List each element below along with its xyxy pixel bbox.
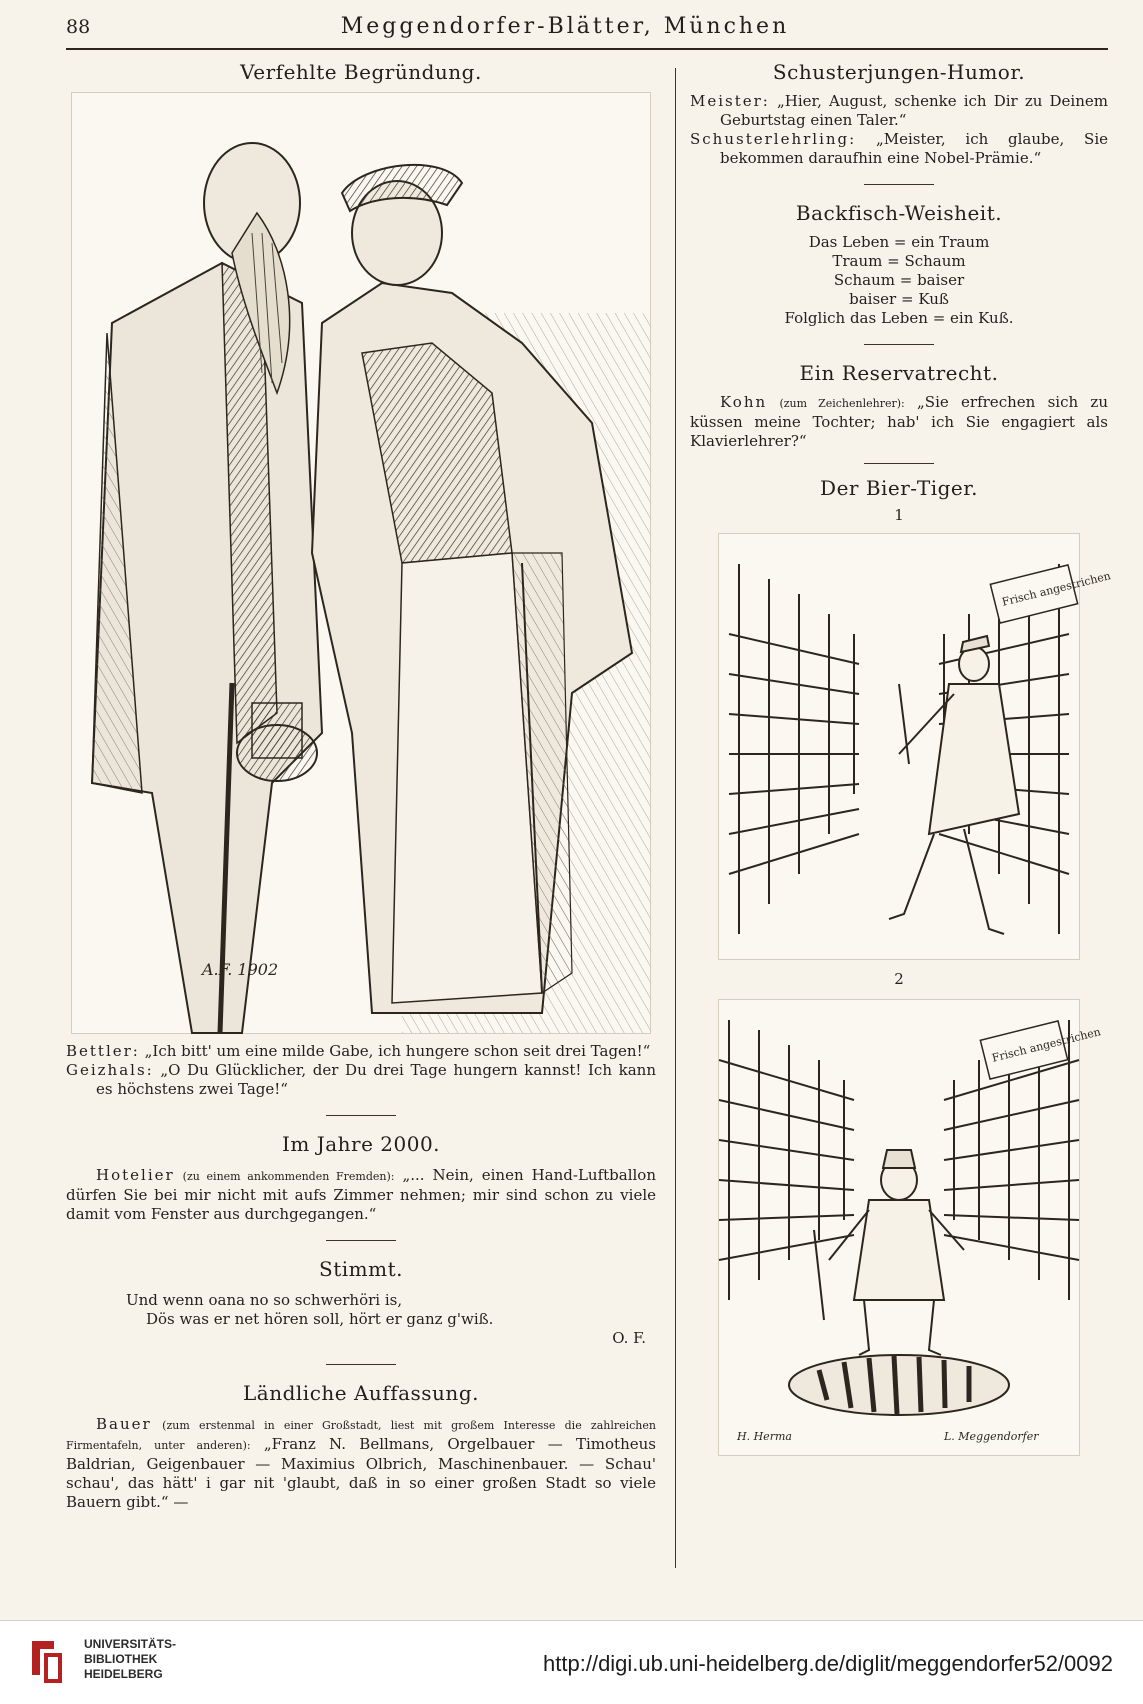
university-library-logo: [24, 1635, 70, 1689]
hotelier-paragraph: [66, 1166, 656, 1224]
section-divider: [326, 1115, 396, 1116]
equation-line: Das Leben = ein Traum: [808, 233, 990, 251]
cartoon-panel-1: [718, 533, 1113, 960]
wet-paint-sign-2: Frisch angestrichen: [990, 1025, 1103, 1065]
section-divider: [864, 463, 934, 464]
dialogue-line-beggar: [66, 1042, 656, 1061]
striped-tiger-rug: [789, 1355, 1009, 1415]
section-divider: [326, 1364, 396, 1365]
poem-line-2: Dös was er net hören soll, hört er ganz g'wiß.: [146, 1310, 494, 1328]
running-title: Meggendorfer-Blätter, München: [340, 14, 790, 39]
header-rule: [66, 48, 1108, 50]
illustration-signature: A.F. 1902: [202, 960, 279, 979]
column-divider: [675, 68, 676, 1568]
kohn-note: (zum Zeichenlehrer):: [779, 397, 905, 410]
farmer-note: (zum erstenmal in einer Großstadt, liest mit großem Interesse die zahlreichen Firmentafeln, unter anderen):: [66, 1419, 656, 1452]
cartoon-panel-2: [718, 999, 1103, 1456]
master-quote: „Hier, August, schenke ich Dir zu Deinem Geburtstag einen Taler.“: [720, 92, 1108, 129]
speaker-kohn: Kohn: [720, 393, 768, 411]
section-title-bier-tiger: Der Bier-Tiger.: [820, 476, 978, 500]
hotelier-note: (zu einem ankommenden Fremden):: [182, 1170, 395, 1183]
section-title-jahre-2000: Im Jahre 2000.: [281, 1132, 441, 1156]
panel-number-1: 1: [894, 506, 904, 524]
page-header: [0, 0, 1143, 48]
library-name-line: BIBLIOTHEK: [84, 1652, 158, 1666]
equation-line: baiser = Kuß: [849, 290, 949, 308]
dialogue-line-apprentice: [690, 130, 1108, 168]
section-divider: [326, 1240, 396, 1241]
library-name: [84, 1637, 176, 1682]
poem-author: O. F.: [612, 1329, 646, 1347]
farmer-quote: „Franz N. Bellmans, Orgelbauer — Timotheus Baldrian, Geigenbauer — Maximius Olbrich, Maschinenbauer. — Schau' schau', das hätt' i gar nit 'glaubt, daß in so einer großen Stadt so viele Bauern gibt.“ —: [66, 1435, 656, 1511]
kohn-quote: „Sie erfrechen sich zu küssen meine Tochter; hab' ich Sie engagiert als Klavierlehrer?“: [690, 393, 1108, 450]
speaker-farmer: Bauer: [96, 1415, 152, 1433]
section-divider: [864, 184, 934, 185]
section-title-verfehlte: Verfehlte Begründung.: [240, 60, 482, 84]
speaker-hotelier: Hotelier: [96, 1166, 175, 1184]
left-column: [66, 60, 656, 1512]
panel-signature-right: L. Meggendorfer: [944, 1430, 1039, 1443]
kohn-paragraph: [690, 393, 1108, 451]
equation-line: Folglich das Leben = ein Kuß.: [784, 309, 1014, 327]
speaker-apprentice: Schusterlehrling:: [690, 130, 857, 148]
source-url-link[interactable]: http://digi.ub.uni-heidelberg.de/diglit/meggendorfer52/0092: [543, 1651, 1113, 1676]
miser-quote: „O Du Glücklicher, der Du drei Tage hungern kannst! Ich kann es höchstens zwei Tage!“: [96, 1061, 656, 1098]
section-title-schusterjungen: Schusterjungen-Humor.: [772, 60, 1026, 84]
speaker-master: Meister:: [690, 92, 770, 110]
panel-number-2: 2: [894, 970, 904, 988]
library-footer: [0, 1620, 1143, 1704]
hotelier-quote: „... Nein, einen Hand-Luftballon dürfen Sie bei mir nicht mit aufs Zimmer nehmen; mir sind schon zu viele damit vom Fenster aus durchgegangen.“: [66, 1166, 656, 1223]
speaker-miser: Geizhals:: [66, 1061, 154, 1079]
equation-line: Traum = Schaum: [832, 252, 966, 270]
poem-block: [66, 1291, 656, 1348]
wet-paint-sign-1: Frisch angestrichen: [1000, 569, 1113, 609]
speaker-beggar: Bettler:: [66, 1042, 140, 1060]
panel-signature-left: H. Herma: [737, 1430, 792, 1443]
beggar-quote: „Ich bitt' um eine milde Gabe, ich hungere schon seit drei Tagen!“: [144, 1042, 651, 1060]
right-column: [690, 60, 1113, 1456]
equation-line: Schaum = baiser: [833, 271, 965, 289]
section-title-reservatrecht: Ein Reservatrecht.: [799, 361, 999, 385]
equation-block: [690, 233, 1108, 328]
section-title-stimmt: Stimmt.: [319, 1257, 403, 1281]
apprentice-quote: „Meister, ich glaube, Sie bekommen daraufhin eine Nobel-Prämie.“: [720, 130, 1108, 167]
library-name-line: UNIVERSITÄTS-: [84, 1637, 177, 1651]
section-title-laendliche: Ländliche Auffassung.: [243, 1381, 479, 1405]
illustration-beggar-and-miser: [71, 92, 651, 1034]
section-title-backfisch: Backfisch-Weisheit.: [795, 201, 1003, 225]
dialogue-line-miser: [66, 1061, 656, 1099]
section-divider: [864, 344, 934, 345]
poem-line-1: Und wenn oana no so schwerhöri is,: [126, 1291, 403, 1309]
library-name-line: HEIDELBERG: [84, 1667, 163, 1681]
farmer-paragraph: [66, 1415, 656, 1512]
dialogue-line-master: [690, 92, 1108, 130]
page-number: 88: [66, 16, 91, 38]
